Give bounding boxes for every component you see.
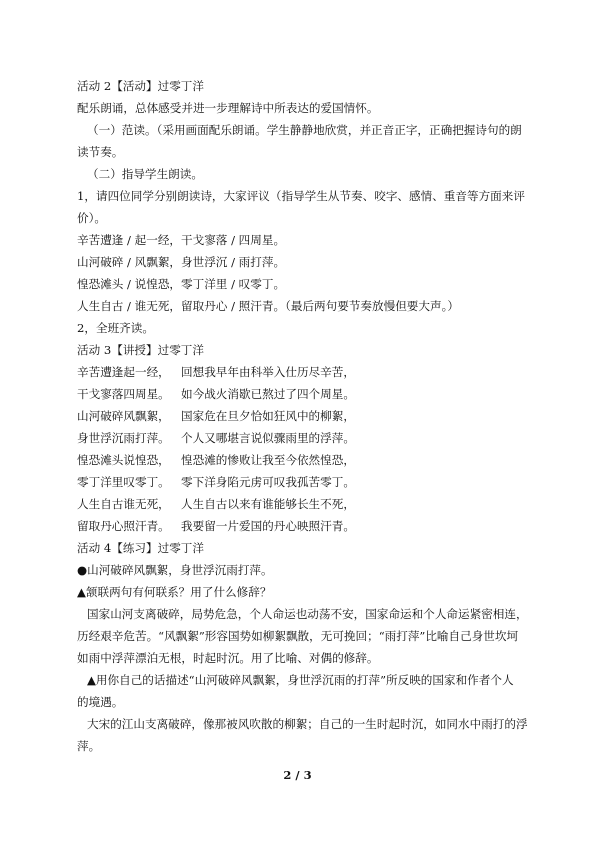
poem-line: 辛苦遭逢 / 起一经，干戈寥落 / 四周星。 xyxy=(77,233,286,247)
poem-translation: 零下洋身陷元虏可叹我孤苦零丁。 xyxy=(181,475,355,489)
answer: 大宋的江山支离破碎，像那被风吹散的柳絮；自己的一生时起时沉，如同水中雨打的浮 xyxy=(87,717,528,731)
poem-line: 惶恐滩头 / 说惶恐，零丁洋里 / 叹零丁。 xyxy=(77,277,286,291)
question: ▲颔联两句有何联系？用了什么修辞？ xyxy=(77,585,272,599)
poem-original: 人生自古谁无死， xyxy=(77,497,170,511)
poem-translation: 国家危在旦夕恰如狂风中的柳絮， xyxy=(181,409,355,423)
poem-original: 留取丹心照汗青。 xyxy=(77,519,170,533)
poem-original: 干戈寥落四周星。 xyxy=(77,387,170,401)
poem-line: 山河破碎 / 风飘絮，身世浮沉 / 雨打萍。 xyxy=(77,255,286,269)
activity-4-heading: 活动 4【练习】过零丁洋 xyxy=(77,541,204,555)
activity-2-heading: 活动 2【活动】过零丁洋 xyxy=(77,79,204,93)
poem-original: 身世浮沉雨打萍。 xyxy=(77,431,170,445)
poem-original: 山河破碎风飘絮， xyxy=(77,409,170,423)
paragraph: （二）指导学生朗读。 xyxy=(87,167,203,181)
paragraph: 读节奏。 xyxy=(77,145,124,159)
poem-translation: 个人又哪堪言说似骤雨里的浮萍。 xyxy=(181,431,355,445)
exercise-line: ●山河破碎风飘絮，身世浮沉雨打萍。 xyxy=(77,563,273,577)
answer: 萍。 xyxy=(77,739,101,753)
activity-3-heading: 活动 3【讲授】过零丁洋 xyxy=(77,343,204,357)
answer: 历经艰辛危苦。“风飘絮”形容国势如柳絮飘散，无可挽回；“雨打萍”比喻自己身世坎坷 xyxy=(77,629,519,643)
poem-translation: 惶恐滩的惨败让我至今依然惶恐， xyxy=(181,453,355,467)
paragraph: 2，全班齐读。 xyxy=(77,321,154,335)
question: ▲用你自己的话描述“山河破碎风飘絮，身世浮沉雨的打萍”所反映的国家和作者个人 xyxy=(87,673,514,687)
answer: 国家山河支离破碎，局势危急，个人命运也动荡不安，国家命运和个人命运紧密相连， xyxy=(87,607,528,621)
answer: 如雨中浮萍漂泊无根，时起时沉。用了比喻、对偶的修辞。 xyxy=(77,651,379,665)
poem-line: 人生自古 / 谁无死，留取丹心 / 照汗青。（最后两句要节奏放慢但要大声。） xyxy=(77,299,459,313)
poem-translation: 回想我早年由科举入仕历尽辛苦， xyxy=(181,365,355,379)
paragraph: 价）。 xyxy=(77,211,106,225)
poem-translation: 我要留一片爱国的丹心映照汗青。 xyxy=(181,519,355,533)
paragraph: 配乐朗诵，总体感受并进一步理解诗中所表达的爱国情怀。 xyxy=(77,101,379,115)
question: 的境遇。 xyxy=(77,695,124,709)
poem-translation: 人生自古以来有谁能够长生不死， xyxy=(181,497,355,511)
paragraph: （一）范读。（采用画面配乐朗诵。学生静静地欣赏，并正音正字，正确把握诗句的朗 xyxy=(87,123,522,137)
poem-original: 辛苦遭逢起一经， xyxy=(77,365,170,379)
page-number: 2 / 3 xyxy=(283,768,312,782)
poem-original: 惶恐滩头说惶恐， xyxy=(77,453,170,467)
poem-translation: 如今战火消歇已熬过了四个周星。 xyxy=(181,387,355,401)
paragraph: 1，请四位同学分别朗读诗，大家评议（指导学生从节奏、咬字、感情、重音等方面来评 xyxy=(77,189,525,203)
poem-original: 零丁洋里叹零丁。 xyxy=(77,475,170,489)
